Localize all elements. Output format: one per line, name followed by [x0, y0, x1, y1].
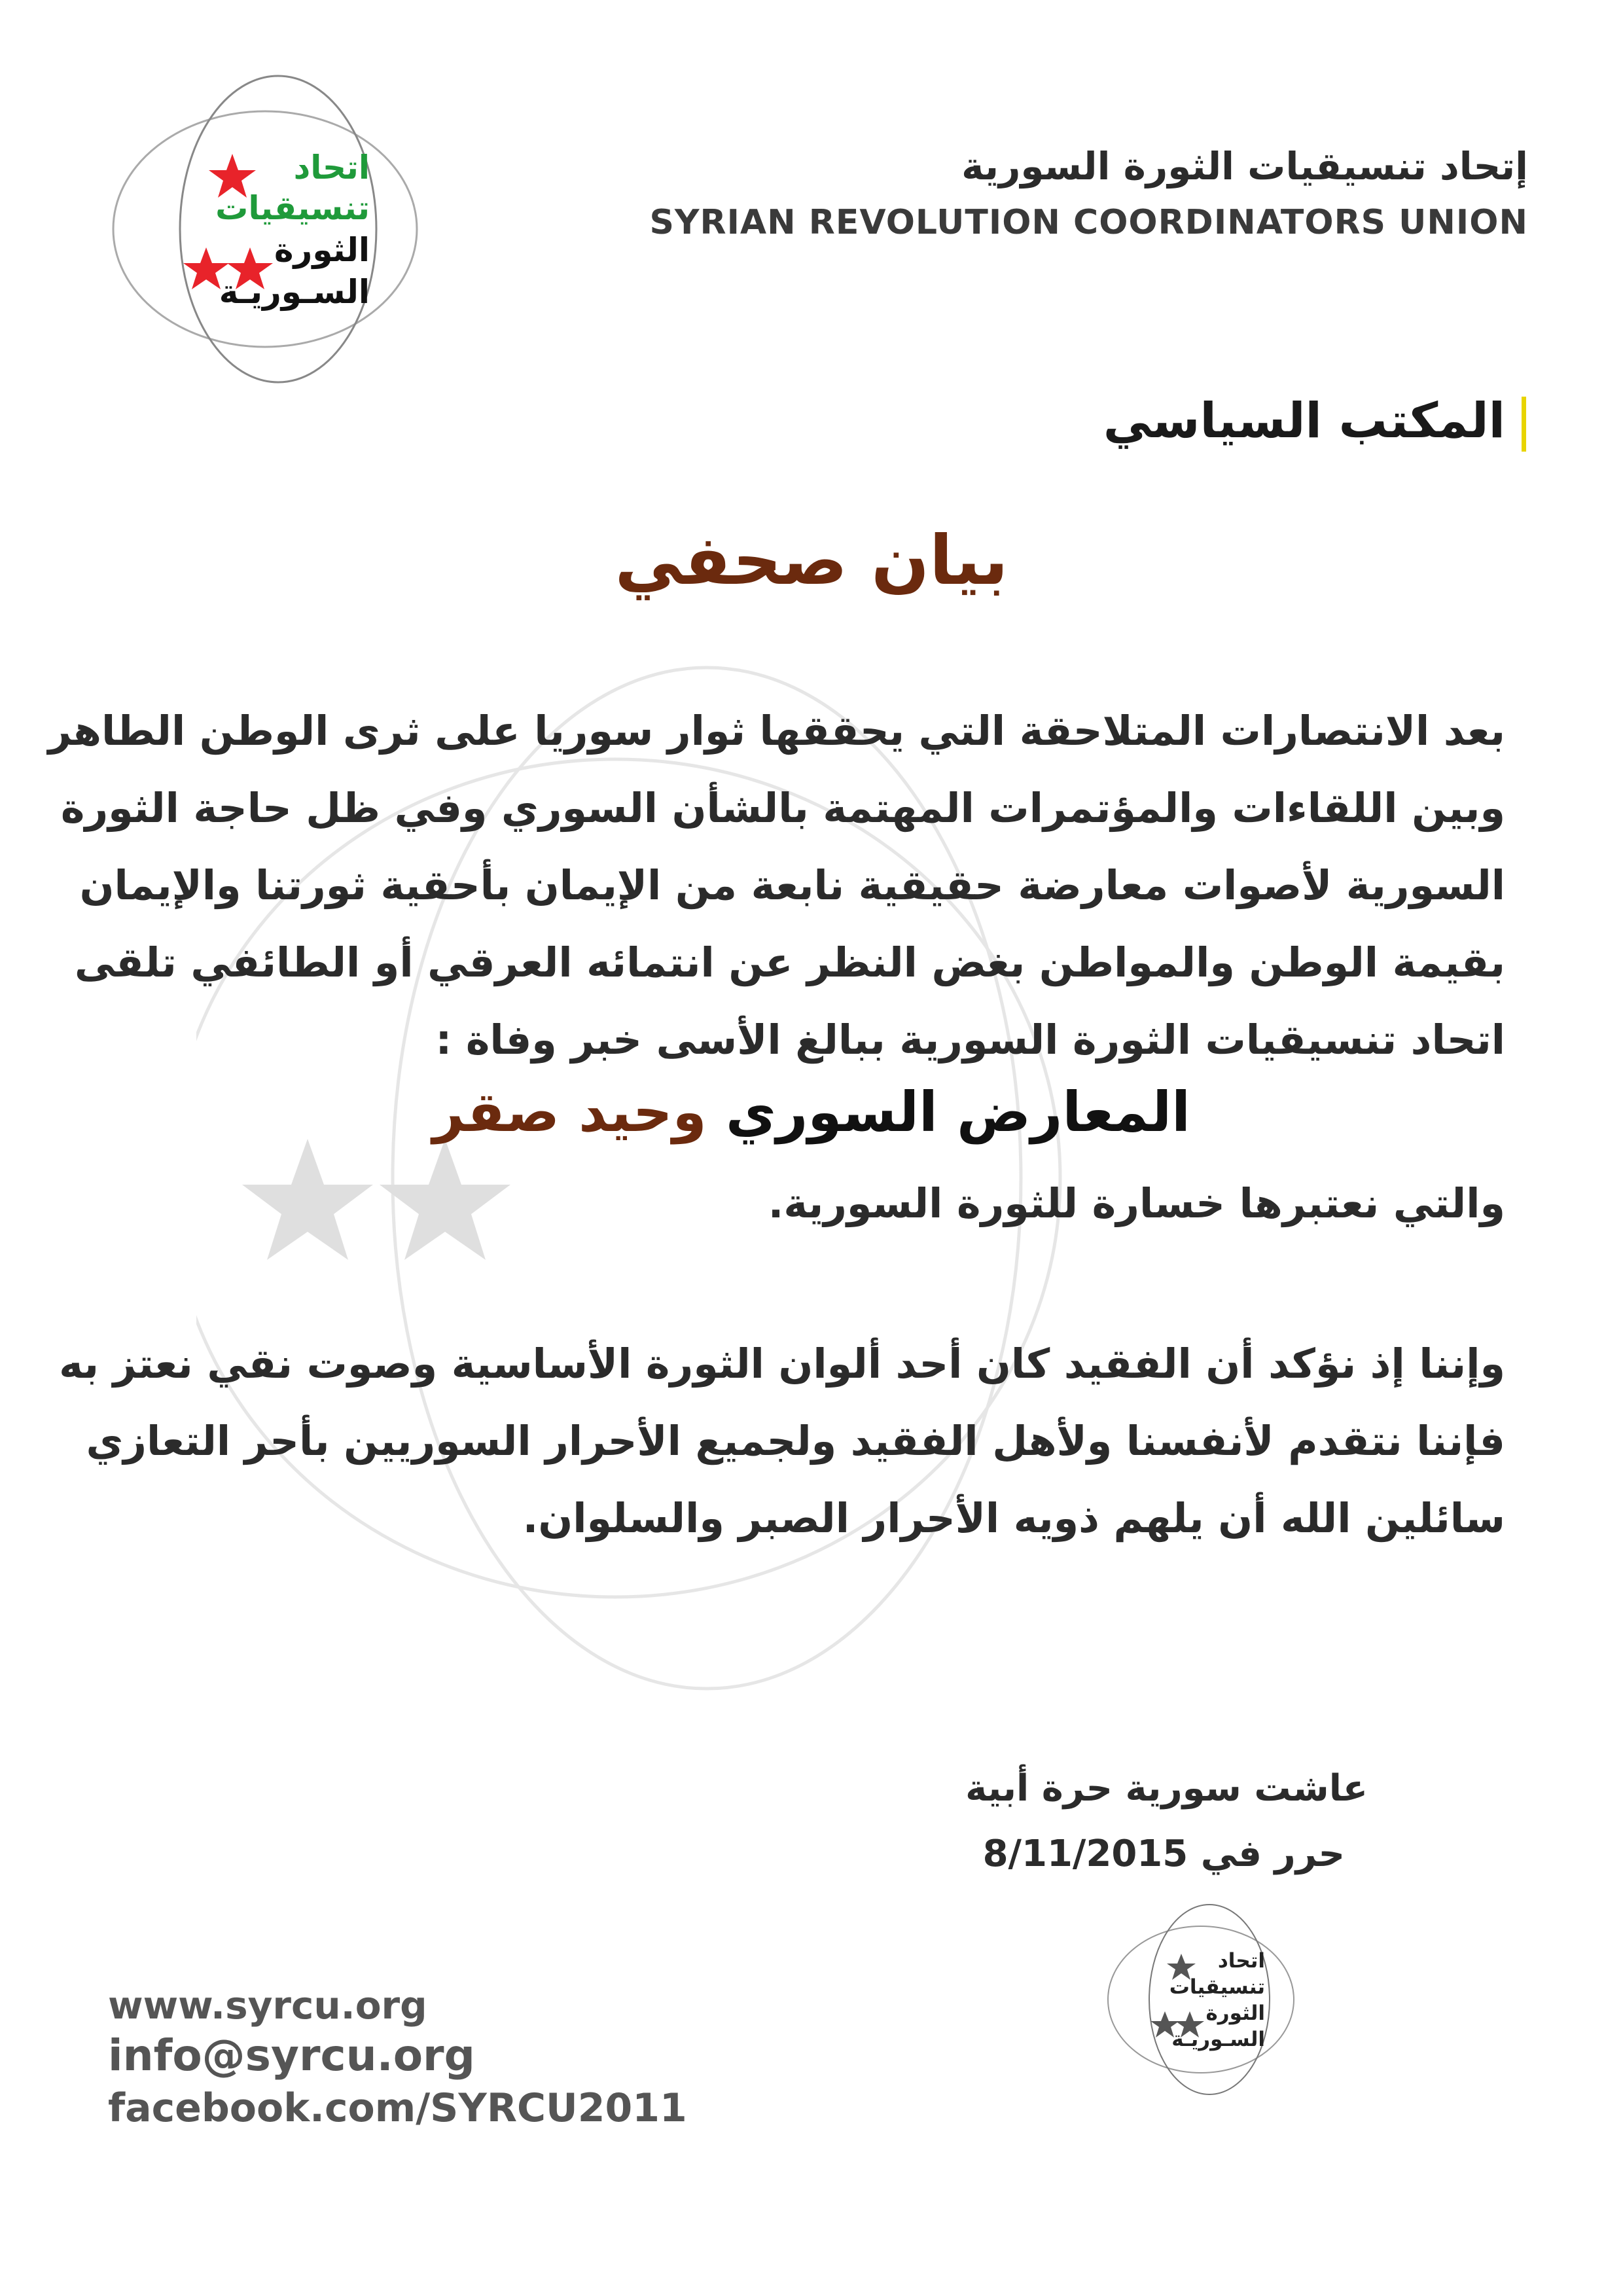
- paragraph-line: بقيمة الوطن والمواطن بغض النظر عن انتمائه العرقي أو الطائفي تلقى: [74, 939, 1505, 986]
- deceased-name-line: [0, 1080, 1623, 1144]
- name-prefix: المعارض السوري: [725, 1080, 1190, 1144]
- date-label: حرر في: [1200, 1833, 1345, 1875]
- deceased-name: وحيد صقر: [433, 1080, 707, 1144]
- stamp-line-4: السـوريـة: [1171, 2028, 1265, 2051]
- paragraph-line: سائلين الله أن يلهم ذويه الأحرار الصبر والسلوان.: [522, 1494, 1505, 1542]
- paragraph-line: اتحاد تنسيقيات الثورة السورية ببالغ الأسى خبر وفاة :: [435, 1016, 1505, 1064]
- department-label: المكتب السياسي: [1103, 393, 1505, 449]
- paragraph-1: [48, 692, 1505, 1079]
- paragraph-2: [59, 1325, 1505, 1557]
- date-line: [983, 1833, 1345, 1875]
- facebook-link[interactable]: facebook.com/SYRCU2011: [108, 2085, 687, 2131]
- stamp-line-1: اتحاد: [1217, 1949, 1265, 1973]
- paragraph-line: وإننا إذ نؤكد أن الفقيد كان أحد ألوان الثورة الأساسية وصوت نقي نعتز به: [59, 1340, 1505, 1388]
- email-link[interactable]: info@syrcu.org: [108, 2030, 475, 2081]
- paragraph-line: والتي نعتبرها خسارة للثورة السورية.: [768, 1179, 1505, 1227]
- website-link[interactable]: www.syrcu.org: [108, 1983, 427, 2028]
- org-logo: [108, 72, 422, 386]
- slogan: عاشت سورية حرة أبية: [965, 1767, 1368, 1810]
- document-title: بيان صحفي: [615, 520, 1008, 600]
- paragraph-line: وبين اللقاءات والمؤتمرات المهتمة بالشأن السوري وفي ظل حاجة الثورة: [60, 784, 1505, 832]
- logo-line-1: اتحاد: [293, 149, 370, 187]
- org-name-english: SYRIAN REVOLUTION COORDINATORS UNION: [649, 203, 1528, 242]
- date-value: 8/11/2015: [982, 1833, 1188, 1875]
- department-accent-bar: [1522, 397, 1526, 452]
- stamp-line-2: تنسيقيات: [1169, 1975, 1265, 1999]
- org-name-arabic: إتحاد تنسيقيات الثورة السورية: [961, 144, 1528, 188]
- after-name-text: [118, 1165, 1505, 1242]
- stamp-logo: [1103, 1901, 1299, 2098]
- logo-line-4: السـوريـة: [219, 273, 370, 311]
- paragraph-line: السورية لأصوات معارضة حقيقية نابعة من الإيمان بأحقية ثورتنا والإيمان: [79, 861, 1505, 909]
- stamp-line-3: الثورة: [1205, 2001, 1265, 2025]
- paragraph-line: فإننا نتقدم لأنفسنا ولأهل الفقيد ولجميع الأحرار السوريين بأحر التعازي: [86, 1417, 1505, 1465]
- logo-line-2: تنسيقيات: [215, 189, 370, 227]
- paragraph-line: بعد الانتصارات المتلاحقة التي يحققها ثوار سوريا على ثرى الوطن الطاهر: [48, 707, 1505, 755]
- logo-line-3: الثورة: [274, 231, 370, 269]
